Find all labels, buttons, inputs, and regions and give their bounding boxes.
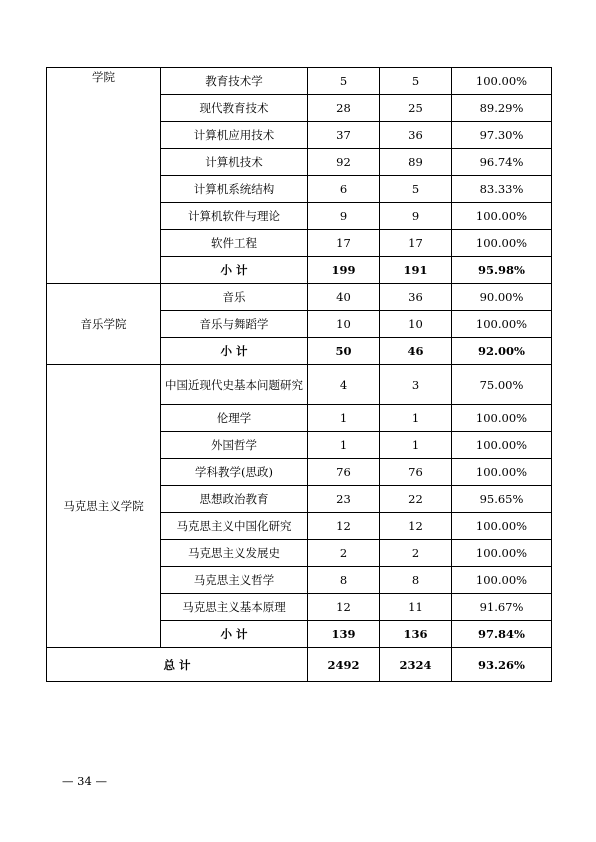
total-count: 2324 (380, 648, 452, 682)
count-cell: 92 (308, 149, 380, 176)
college-cell: 学院 (47, 68, 161, 284)
rate-cell: 75.00% (452, 365, 552, 405)
count-cell: 2 (308, 540, 380, 567)
subtotal-label: 小 计 (161, 257, 308, 284)
count-cell: 1 (308, 432, 380, 459)
major-cell: 计算机技术 (161, 149, 308, 176)
count-cell: 5 (308, 68, 380, 95)
count-cell: 37 (308, 122, 380, 149)
count-cell: 76 (308, 459, 380, 486)
table-row (47, 284, 552, 311)
major-cell: 音乐 (161, 284, 308, 311)
major-cell: 计算机软件与理论 (161, 203, 308, 230)
count-cell: 36 (380, 284, 452, 311)
subtotal-count: 136 (380, 621, 452, 648)
rate-cell: 100.00% (452, 540, 552, 567)
major-cell: 软件工程 (161, 230, 308, 257)
count-cell: 8 (308, 567, 380, 594)
count-cell: 23 (308, 486, 380, 513)
rate-cell: 100.00% (452, 203, 552, 230)
count-cell: 9 (380, 203, 452, 230)
rate-cell: 91.67% (452, 594, 552, 621)
count-cell: 4 (308, 365, 380, 405)
table-row (47, 365, 552, 405)
rate-cell: 83.33% (452, 176, 552, 203)
count-cell: 17 (380, 230, 452, 257)
count-cell: 2 (380, 540, 452, 567)
major-cell: 学科教学(思政) (161, 459, 308, 486)
count-cell: 10 (380, 311, 452, 338)
rate-cell: 89.29% (452, 95, 552, 122)
college-cell: 音乐学院 (47, 284, 161, 365)
major-cell: 外国哲学 (161, 432, 308, 459)
count-cell: 1 (380, 432, 452, 459)
table-row (47, 68, 552, 95)
major-cell: 计算机应用技术 (161, 122, 308, 149)
rate-cell: 100.00% (452, 405, 552, 432)
count-cell: 10 (308, 311, 380, 338)
major-cell: 音乐与舞蹈学 (161, 311, 308, 338)
page-number: — 34 — (62, 774, 107, 788)
count-cell: 76 (380, 459, 452, 486)
major-cell: 马克思主义基本原理 (161, 594, 308, 621)
total-rate: 93.26% (452, 648, 552, 682)
count-cell: 3 (380, 365, 452, 405)
rate-cell: 95.65% (452, 486, 552, 513)
count-cell: 8 (380, 567, 452, 594)
count-cell: 9 (308, 203, 380, 230)
count-cell: 17 (308, 230, 380, 257)
count-cell: 12 (308, 594, 380, 621)
count-cell: 28 (308, 95, 380, 122)
count-cell: 12 (308, 513, 380, 540)
count-cell: 1 (380, 405, 452, 432)
rate-cell: 100.00% (452, 432, 552, 459)
rate-cell: 100.00% (452, 513, 552, 540)
rate-cell: 100.00% (452, 230, 552, 257)
subtotal-rate: 95.98% (452, 257, 552, 284)
subtotal-label: 小 计 (161, 338, 308, 365)
major-cell: 教育技术学 (161, 68, 308, 95)
rate-cell: 96.74% (452, 149, 552, 176)
major-cell: 马克思主义发展史 (161, 540, 308, 567)
total-label: 总 计 (47, 648, 308, 682)
count-cell: 25 (380, 95, 452, 122)
count-cell: 6 (308, 176, 380, 203)
major-cell: 马克思主义哲学 (161, 567, 308, 594)
subtotal-count: 50 (308, 338, 380, 365)
college-cell: 马克思主义学院 (47, 365, 161, 648)
count-cell: 22 (380, 486, 452, 513)
rate-cell: 100.00% (452, 459, 552, 486)
major-cell: 思想政治教育 (161, 486, 308, 513)
subtotal-label: 小 计 (161, 621, 308, 648)
count-cell: 5 (380, 68, 452, 95)
major-cell: 计算机系统结构 (161, 176, 308, 203)
subtotal-count: 191 (380, 257, 452, 284)
subtotal-rate: 97.84% (452, 621, 552, 648)
rate-cell: 97.30% (452, 122, 552, 149)
subtotal-count: 46 (380, 338, 452, 365)
major-cell: 中国近现代史基本问题研究 (161, 365, 308, 405)
count-cell: 5 (380, 176, 452, 203)
rate-cell: 100.00% (452, 567, 552, 594)
subtotal-count: 139 (308, 621, 380, 648)
rate-cell: 100.00% (452, 311, 552, 338)
subtotal-rate: 92.00% (452, 338, 552, 365)
count-cell: 12 (380, 513, 452, 540)
graduate-statistics-table (46, 67, 552, 682)
major-cell: 现代教育技术 (161, 95, 308, 122)
rate-cell: 100.00% (452, 68, 552, 95)
count-cell: 1 (308, 405, 380, 432)
rate-cell: 90.00% (452, 284, 552, 311)
count-cell: 11 (380, 594, 452, 621)
major-cell: 马克思主义中国化研究 (161, 513, 308, 540)
subtotal-count: 199 (308, 257, 380, 284)
major-cell: 伦理学 (161, 405, 308, 432)
count-cell: 89 (380, 149, 452, 176)
count-cell: 36 (380, 122, 452, 149)
total-row (47, 648, 552, 682)
count-cell: 40 (308, 284, 380, 311)
total-count: 2492 (308, 648, 380, 682)
